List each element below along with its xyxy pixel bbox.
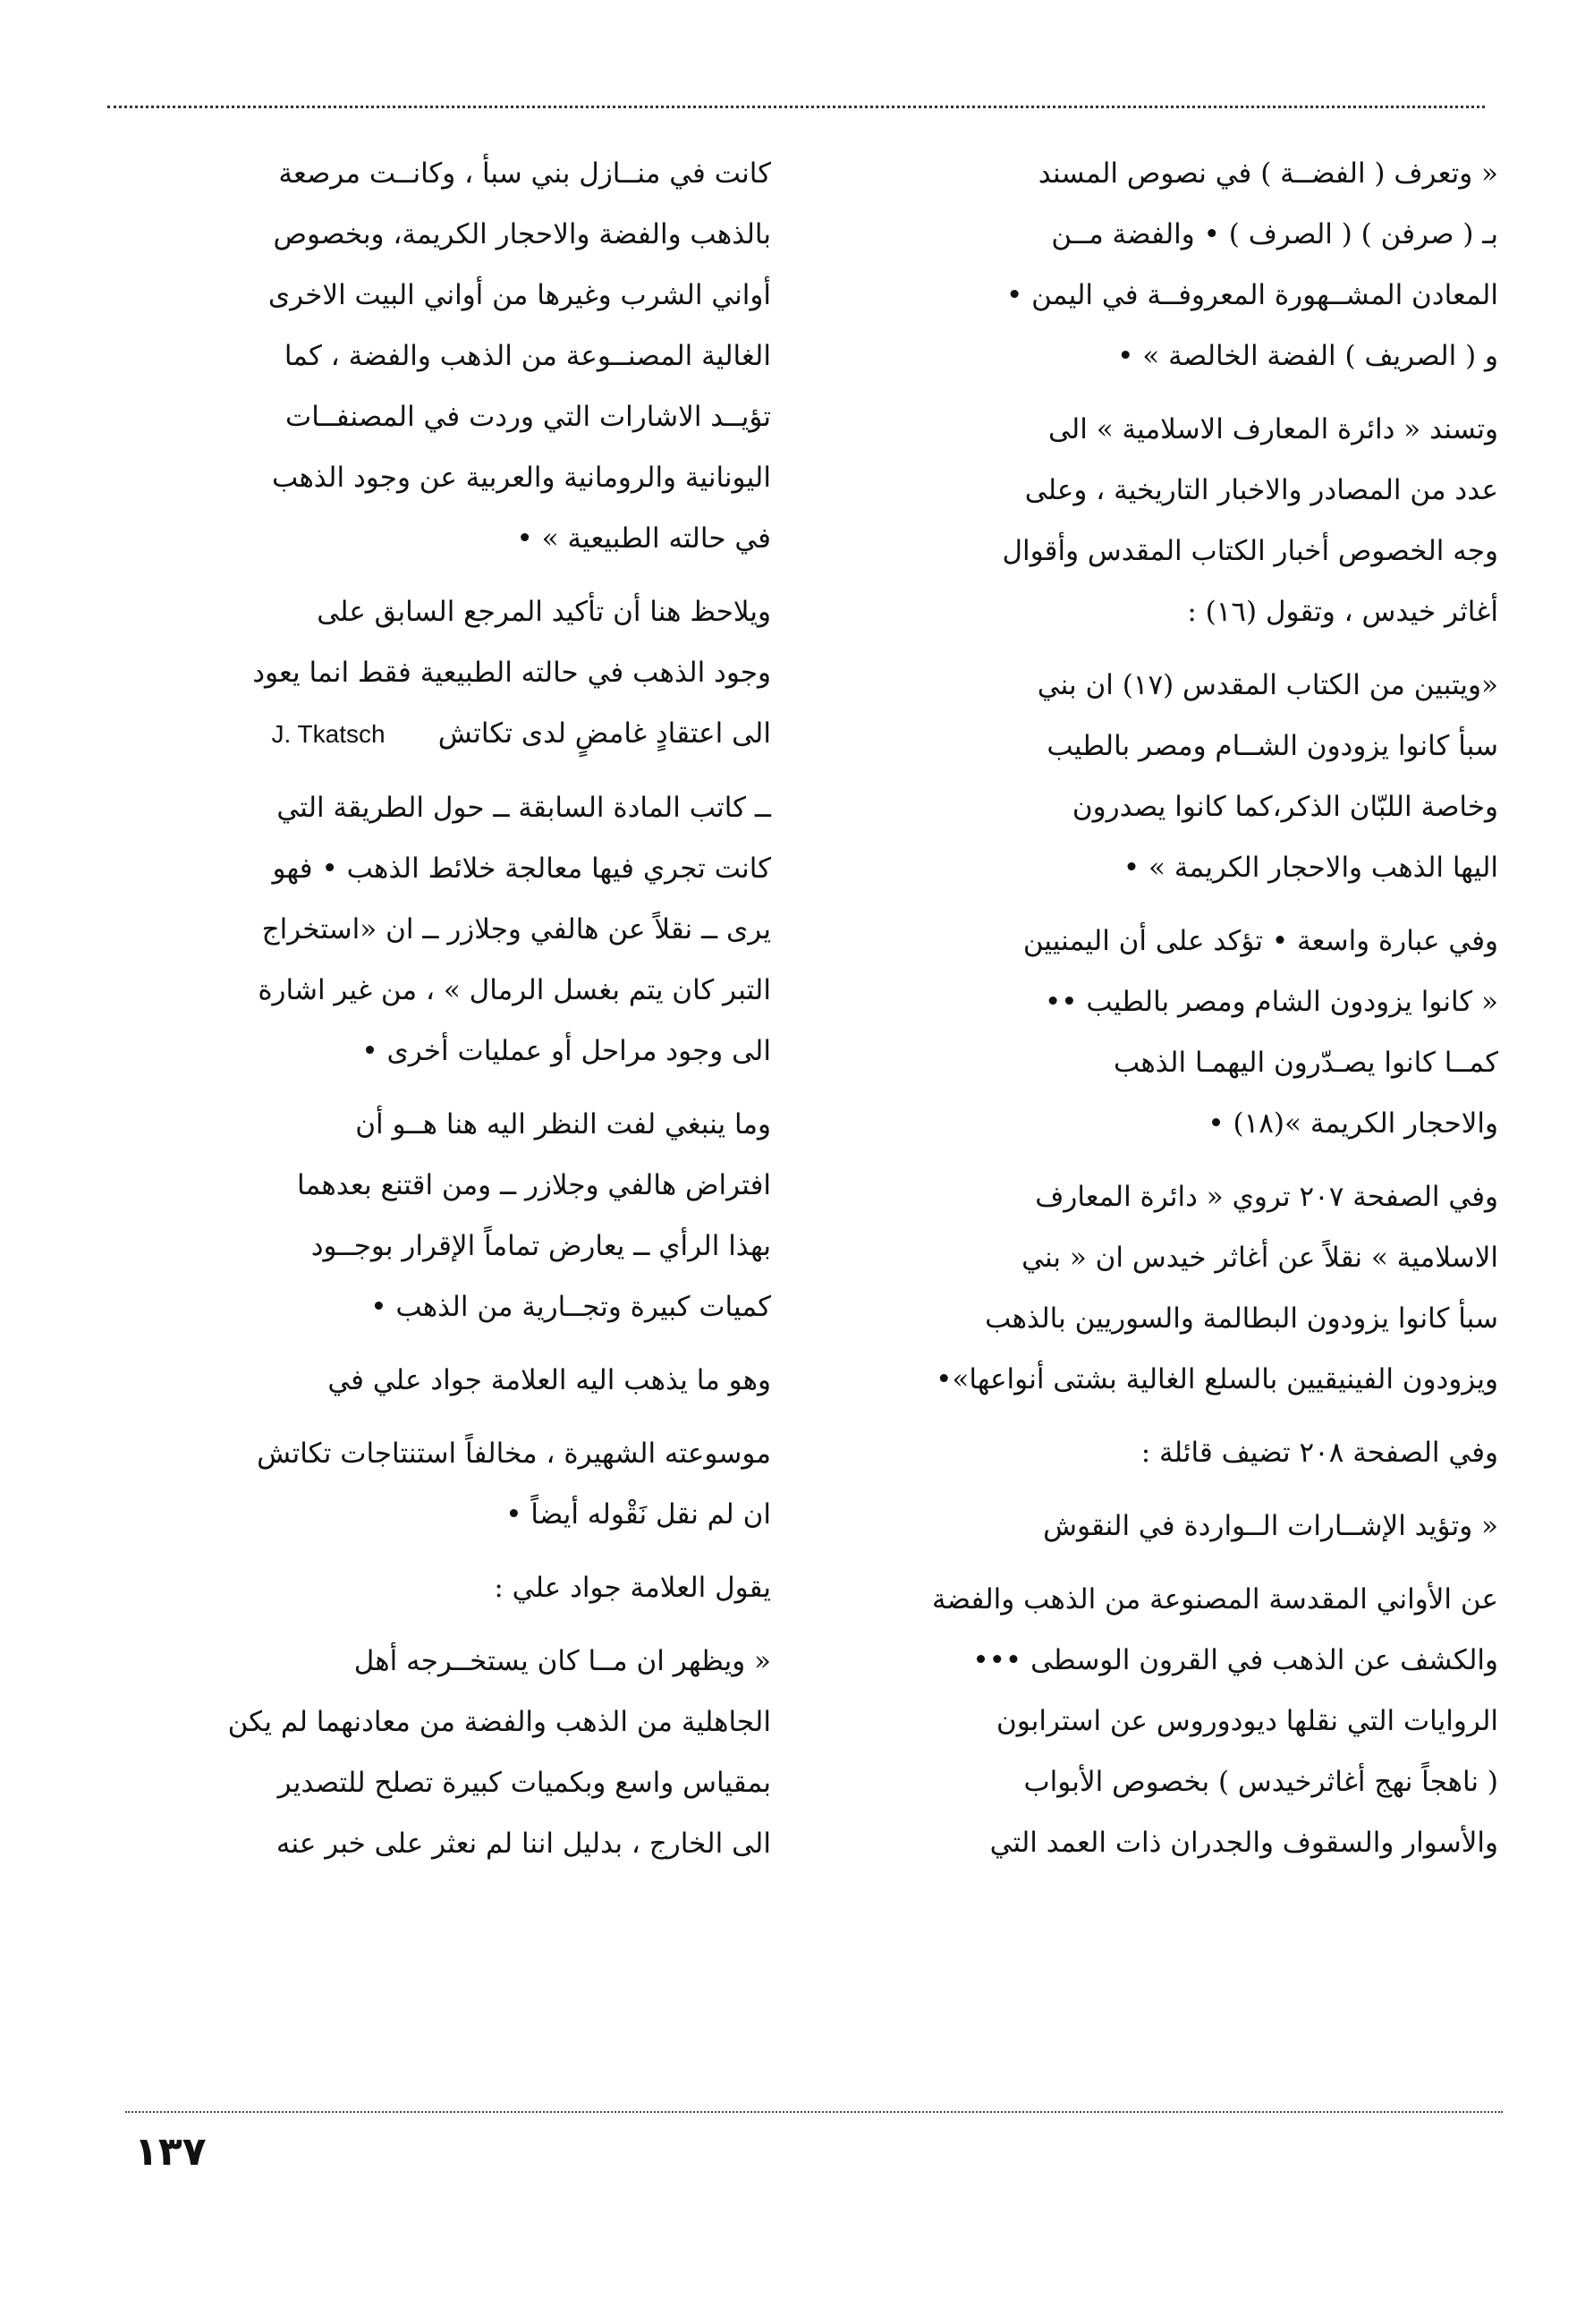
text-line <box>100 960 771 1021</box>
text-line <box>100 265 771 326</box>
paragraph <box>827 1422 1498 1483</box>
text-line-content: سبأ كانوا يزودون البطالمة والسوريين بالذهب <box>985 1302 1498 1335</box>
text-line-content: « وتعرف ( الفضــة ) في نصوص المسند <box>1038 157 1498 190</box>
text-line <box>827 1569 1498 1630</box>
text-line <box>100 1557 771 1618</box>
text-line-content: وجه الخصوص أخبار الكتاب المقدس وأقوال <box>1002 535 1498 567</box>
text-line-content: الجاهلية من الذهب والفضة من معادنهما لم يكن <box>227 1706 771 1738</box>
text-line-content: يرى ــ نقلاً عن هالفي وجلازر ــ ان «استخراج <box>261 913 771 946</box>
text-line <box>827 521 1498 581</box>
paragraph <box>827 143 1498 386</box>
text-line-content: « ويظهر ان مــا كان يستخــرجه أهل <box>353 1645 771 1677</box>
bottom-divider <box>125 2111 1503 2113</box>
text-line-content: كمــا كانوا يصـدّرون اليهمـا الذهب <box>1113 1047 1498 1079</box>
text-line <box>827 1166 1498 1227</box>
text-line <box>827 837 1498 898</box>
text-line <box>100 1813 771 1874</box>
text-line-content: الى اعتقادٍ غامضٍ لدى تكاتش <box>437 717 771 750</box>
text-line-content: في حالته الطبيعية » • <box>516 522 771 555</box>
text-line <box>100 508 771 569</box>
text-line-content: الغالية المصنــوعة من الذهب والفضة ، كما <box>284 340 771 372</box>
text-line-content: ( ناهجاً نهج أغاثرخيدس ) بخصوص الأبواب <box>1023 1766 1498 1798</box>
text-line-content: المعادن المشــهورة المعروفــة في اليمن • <box>1005 279 1498 311</box>
text-line <box>100 581 771 642</box>
paragraph <box>100 1094 771 1337</box>
text-line <box>827 399 1498 460</box>
text-line <box>100 899 771 960</box>
text-line-content: تؤيــد الاشارات التي وردت في المصنفــات <box>285 401 771 433</box>
text-line <box>100 1484 771 1545</box>
text-line <box>827 1422 1498 1483</box>
text-line <box>100 1216 771 1277</box>
paragraph <box>100 777 771 1081</box>
paragraph <box>100 143 771 569</box>
text-line <box>100 1631 771 1692</box>
text-line-content: كانت تجري فيها معالجة خلائط الذهب • فهو <box>272 852 771 885</box>
text-line-content: ان لم نقل نَقْوله أيضاً • <box>505 1498 771 1531</box>
text-line-content: «ويتبين من الكتاب المقدس (١٧) ان بني <box>1037 669 1498 701</box>
paragraph <box>827 911 1498 1154</box>
text-line-content: ويزودون الفينيقيين بالسلع الغالية بشتى أنواعها»• <box>936 1363 1498 1395</box>
text-line-content: وخاصة اللبّان الذكر،كما كانوا يصدرون <box>1072 791 1498 823</box>
text-line <box>827 1496 1498 1556</box>
text-line <box>100 1752 771 1813</box>
paragraph <box>100 581 771 765</box>
text-line-content: والاحجار الكريمة »(١٨) • <box>1208 1107 1498 1140</box>
text-line-content: الى الخارج ، بدليل اننا لم نعثر على خبر عنه <box>275 1828 771 1860</box>
text-line <box>100 1021 771 1081</box>
text-line <box>100 1423 771 1484</box>
text-line <box>827 326 1498 386</box>
right-text-column <box>827 143 1498 1886</box>
text-line-content: وجود الذهب في حالته الطبيعية فقط انما يعود <box>252 657 771 689</box>
text-line <box>100 777 771 838</box>
text-line <box>827 1630 1498 1691</box>
text-line <box>100 143 771 204</box>
paragraph <box>827 1569 1498 1873</box>
paragraph <box>827 1496 1498 1556</box>
text-line <box>827 655 1498 716</box>
text-line-content: وهو ما يذهب اليه العلامة جواد علي في <box>327 1364 771 1396</box>
text-line-content: كانت في منــازل بني سبأ ، وكانــت مرصعة <box>278 157 771 190</box>
text-line-content: « كانوا يزودون الشام ومصر بالطيب •• <box>1044 986 1498 1018</box>
left-text-column <box>100 143 771 1887</box>
text-line-content: اليها الذهب والاحجار الكريمة » • <box>1123 852 1498 884</box>
text-line <box>100 1277 771 1337</box>
text-line-content: ويلاحظ هنا أن تأكيد المرجع السابق على <box>317 596 771 628</box>
text-line-content: عدد من المصادر والاخبار التاريخية ، وعلى <box>1024 474 1498 506</box>
text-line <box>827 204 1498 265</box>
paragraph <box>827 655 1498 898</box>
text-line <box>100 703 771 765</box>
text-line-content: موسوعته الشهيرة ، مخالفاً استنتاجات تكاتش <box>257 1438 771 1470</box>
text-line <box>827 971 1498 1032</box>
paragraph <box>827 1166 1498 1410</box>
text-line-content: بـ ( صرفن ) ( الصرف ) • والفضة مــن <box>1051 218 1498 250</box>
page-number: ١٣٧ <box>134 2129 207 2175</box>
text-line <box>100 1155 771 1216</box>
paragraph <box>100 1631 771 1874</box>
text-line-content: يقول العلامة جواد علي : <box>494 1572 771 1604</box>
text-line-content: الروايات التي نقلها ديودوروس عن استرابون <box>996 1705 1498 1737</box>
text-line-content: بهذا الرأي ــ يعارض تماماً الإقرار بوجــود <box>310 1230 771 1262</box>
text-line-content: كميات كبيرة وتجــارية من الذهب • <box>370 1291 771 1323</box>
text-line-content: وتسند « دائرة المعارف الاسلامية » الى <box>1047 413 1498 445</box>
paragraph <box>100 1557 771 1618</box>
text-line <box>827 1288 1498 1349</box>
text-line <box>827 1812 1498 1873</box>
text-line <box>100 642 771 703</box>
text-line <box>827 911 1498 971</box>
text-line <box>827 1691 1498 1751</box>
latin-name: J. Tkatsch <box>271 720 386 748</box>
text-line-content: والكشف عن الذهب في القرون الوسطى ••• <box>972 1644 1498 1676</box>
top-divider <box>107 106 1485 108</box>
text-line-content: التبر كان يتم بغسل الرمال » ، من غير اشارة <box>258 974 771 1006</box>
text-line <box>827 460 1498 521</box>
text-line-content: الاسلامية » نقلاً عن أغاثر خيدس ان « بني <box>1021 1242 1498 1274</box>
text-line-content: و ( الصريف ) الفضة الخالصة » • <box>1117 340 1498 372</box>
text-line-content: وفي الصفحة ٢٠٧ تروي « دائرة المعارف <box>1035 1181 1498 1213</box>
text-line <box>100 838 771 899</box>
text-line <box>827 1093 1498 1154</box>
text-line <box>827 1751 1498 1812</box>
text-line <box>100 447 771 508</box>
text-line <box>100 1350 771 1411</box>
text-line-content: وفي الصفحة ٢٠٨ تضيف قائلة : <box>1140 1437 1498 1469</box>
text-line-content: الى وجود مراحل أو عمليات أخرى • <box>361 1035 771 1067</box>
paragraph <box>827 399 1498 642</box>
text-line-content: والأسوار والسقوف والجدران ذات العمد التي <box>989 1827 1498 1859</box>
text-line <box>827 716 1498 776</box>
text-line <box>827 581 1498 642</box>
text-line-content: أغاثر خيدس ، وتقول (١٦) : <box>1187 596 1498 628</box>
text-line-content: أواني الشرب وغيرها من أواني البيت الاخرى <box>267 279 771 311</box>
text-line-content: بالذهب والفضة والاحجار الكريمة، وبخصوص <box>273 218 771 250</box>
text-line-content: « وتؤيد الإشــارات الــواردة في النقوش <box>1043 1510 1498 1542</box>
text-line-content: وفي عبارة واسعة • تؤكد على أن اليمنيين <box>1022 925 1498 957</box>
paragraph <box>100 1350 771 1411</box>
text-line-content: سبأ كانوا يزودون الشــام ومصر بالطيب <box>1047 730 1498 762</box>
text-line <box>100 204 771 265</box>
text-line-content: اليونانية والرومانية والعربية عن وجود الذهب <box>272 462 771 494</box>
text-line-content: وما ينبغي لفت النظر اليه هنا هــو أن <box>355 1108 771 1141</box>
text-line <box>100 326 771 386</box>
text-line <box>827 1227 1498 1288</box>
text-line <box>827 1032 1498 1093</box>
text-line <box>827 776 1498 837</box>
text-line <box>827 265 1498 326</box>
text-line-content: ــ كاتب المادة السابقة ــ حول الطريقة التي <box>276 792 771 824</box>
text-line <box>100 1692 771 1752</box>
text-line <box>827 1349 1498 1410</box>
text-line-content: عن الأواني المقدسة المصنوعة من الذهب والفضة <box>932 1583 1498 1616</box>
text-line <box>100 1094 771 1155</box>
text-line-content: بمقياس واسع وبكميات كبيرة تصلح للتصدير <box>277 1767 771 1799</box>
paragraph <box>100 1423 771 1545</box>
text-line-content: افتراض هالفي وجلازر ــ ومن اقتنع بعدهما <box>297 1169 771 1201</box>
text-line <box>100 386 771 447</box>
text-line <box>827 143 1498 204</box>
